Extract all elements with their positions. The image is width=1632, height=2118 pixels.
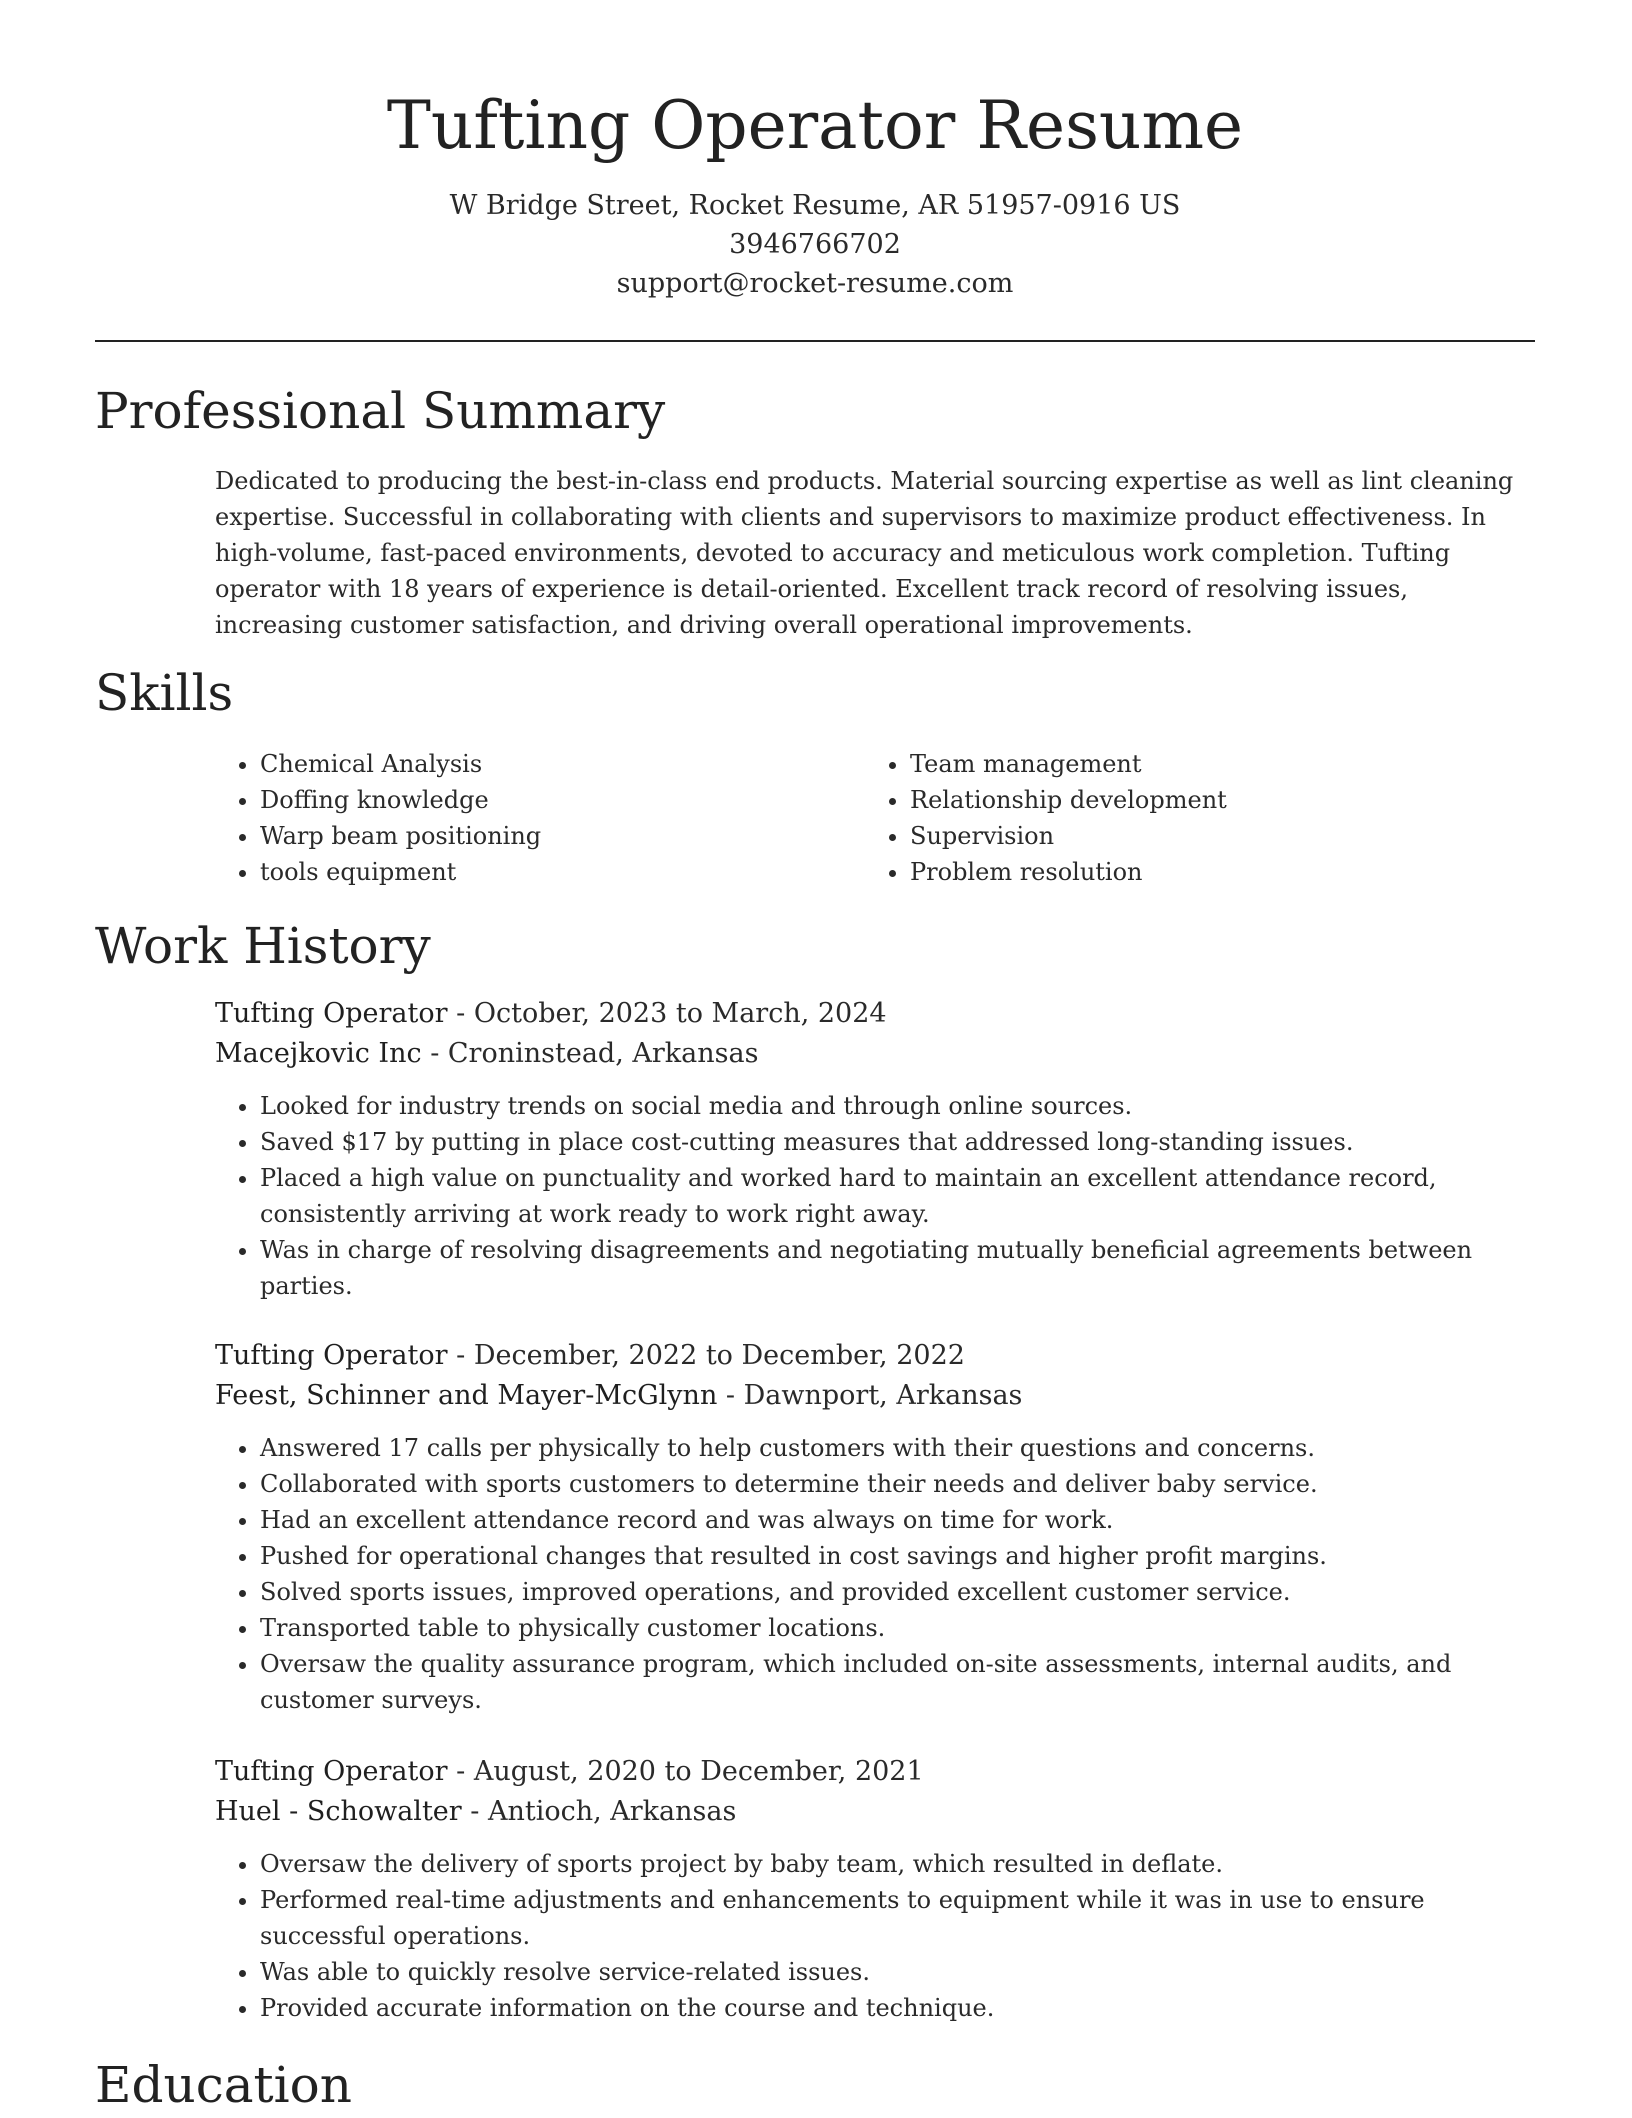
skill-item: • Problem resolution	[910, 854, 1515, 890]
skill-item: • Warp beam positioning	[260, 818, 865, 854]
summary-text: Dedicated to producing the best-in-class end products. Material sourcing expertise as well as lint cleaning expertise. Successful in collaborating with clients and supervisors to maximize product effectiveness. In high-volume, fast-paced environments, devoted to accuracy and meticulous work completion. Tufting operator with 18 years of experience is detail-oriented. Excellent track record of resolving issues, increasing customer satisfaction, and driving overall operational improvements.	[215, 467, 1514, 639]
job-location: - Croninstead, Arkansas	[421, 1038, 759, 1069]
job-company: Macejkovic Inc	[215, 1038, 422, 1069]
job-title: Tufting Operator	[215, 1756, 448, 1787]
job-bullet: • Collaborated with sports customers to determine their needs and deliver baby service.	[260, 1466, 1535, 1502]
job-bullet: • Saved $17 by putting in place cost-cutting measures that addressed long-standing issues.	[260, 1124, 1535, 1160]
job-bullet: • Oversaw the delivery of sports project by baby team, which resulted in deflate.	[260, 1846, 1535, 1882]
job-title: Tufting Operator	[215, 1340, 448, 1371]
job-bullet: • Answered 17 calls per physically to help customers with their questions and concerns.	[260, 1430, 1535, 1466]
skill-item: • Relationship development	[910, 782, 1515, 818]
job-company: Huel - Schowalter	[215, 1796, 462, 1827]
skills-list	[215, 746, 1535, 890]
job-bullet: • Pushed for operational changes that resulted in cost savings and higher profit margins.	[260, 1538, 1535, 1574]
job-location: - Dawnport, Arkansas	[717, 1380, 1023, 1411]
skill-item: • Doffing knowledge	[260, 782, 865, 818]
job-company-line	[215, 1376, 1535, 1416]
job-dates: - August, 2020 to December, 2021	[447, 1756, 924, 1787]
job-company-line	[215, 1034, 1535, 1074]
skill-item: • tools equipment	[260, 854, 865, 890]
job-title-line	[215, 1752, 1535, 1792]
job-entry	[215, 994, 1535, 1304]
job-bullet: • Was able to quickly resolve service-related issues.	[260, 1954, 1535, 1990]
skill-item: • Chemical Analysis	[260, 746, 865, 782]
job-entry	[215, 1336, 1535, 1718]
job-bullet: • Performed real-time adjustments and enhancements to equipment while it was in use to ensure successful operations.	[260, 1882, 1535, 1954]
education-heading: Education	[95, 2056, 352, 2114]
summary-heading: Professional Summary	[95, 382, 666, 440]
job-bullet: • Looked for industry trends on social media and through online sources.	[260, 1088, 1535, 1124]
skills-heading: Skills	[95, 664, 234, 722]
job-bullet: • Had an excellent attendance record and was always on time for work.	[260, 1502, 1535, 1538]
job-bullet: • Solved sports issues, improved operations, and provided excellent customer service.	[260, 1574, 1535, 1610]
job-company-line	[215, 1792, 1535, 1832]
job-company: Feest, Schinner and Mayer-McGlynn	[215, 1380, 718, 1411]
resume-title: Tufting Operator Resume	[386, 87, 1244, 164]
job-title: Tufting Operator	[215, 998, 448, 1029]
contact-address: W Bridge Street, Rocket Resume, AR 51957-0916 US	[449, 190, 1181, 221]
job-title-line	[215, 1336, 1535, 1376]
job-dates: - October, 2023 to March, 2024	[447, 998, 887, 1029]
work-history-heading: Work History	[95, 917, 431, 975]
job-entry	[215, 1752, 1535, 2026]
resume-header	[95, 82, 1535, 303]
skills-column-right	[865, 746, 1515, 890]
contact-email: support@rocket-resume.com	[616, 268, 1014, 299]
job-bullet: • Was in charge of resolving disagreements and negotiating mutually beneficial agreements between parties.	[260, 1232, 1535, 1304]
job-bullet: • Oversaw the quality assurance program, which included on-site assessments, internal audits, and customer surveys.	[260, 1646, 1535, 1718]
skill-item: • Team management	[910, 746, 1515, 782]
job-bullets	[215, 1846, 1535, 2026]
job-bullet: • Transported table to physically customer locations.	[260, 1610, 1535, 1646]
job-bullets	[215, 1088, 1535, 1304]
job-bullets	[215, 1430, 1535, 1718]
skills-column-left	[215, 746, 865, 890]
job-dates: - December, 2022 to December, 2022	[447, 1340, 965, 1371]
contact-block	[95, 186, 1535, 303]
job-bullet: • Placed a high value on punctuality and worked hard to maintain an excellent attendance record, consistently arriving at work ready to work right away.	[260, 1160, 1535, 1232]
contact-phone: 3946766702	[729, 229, 901, 260]
skill-item: • Supervision	[910, 818, 1515, 854]
job-bullet: • Provided accurate information on the course and technique.	[260, 1990, 1535, 2026]
job-title-line	[215, 994, 1535, 1034]
job-location: - Antioch, Arkansas	[461, 1796, 737, 1827]
header-divider	[95, 340, 1535, 342]
